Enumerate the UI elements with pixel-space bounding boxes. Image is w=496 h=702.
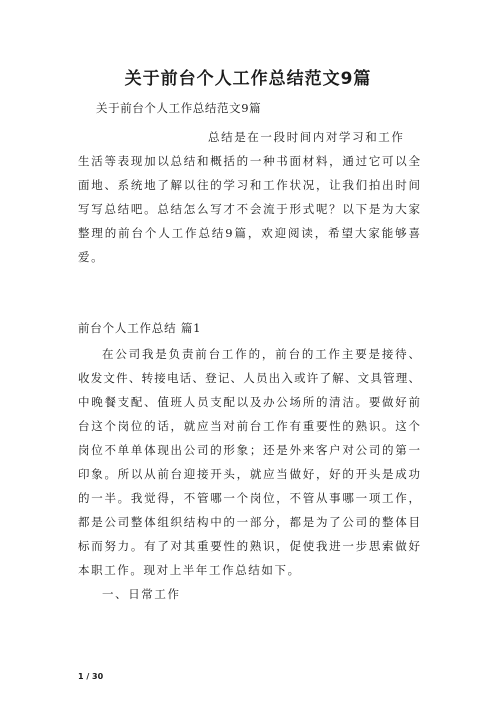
subtitle-line: 关于前台个人工作总结范文9篇 <box>96 101 262 115</box>
list-heading: 一、日常工作 <box>102 587 181 601</box>
intro-line: 总结是在一段时间内对学习和工作 <box>208 130 405 144</box>
body-line: 标而努力。有了对其重要性的熟识，促使我进一步思索做好 <box>78 539 420 553</box>
intro-line: 生活等表现加以总结和概括的一种书面材料，通过它可以全 <box>78 154 420 168</box>
body-line: 在公司我是负责前台工作的，前台的工作主要是接待、 <box>102 347 420 361</box>
section-heading: 前台个人工作总结 篇1 <box>78 321 202 335</box>
intro-line: 整理的前台个人工作总结9篇，欢迎阅读，希望大家能够喜 <box>78 226 420 240</box>
intro-line: 爱。 <box>78 250 105 264</box>
intro-line: 面地、系统地了解以往的学习和工作状况，让我们拍出时间 <box>78 178 420 192</box>
body-line: 印象。所以从前台迎接开头，就应当做好，好的开头是成功 <box>78 467 420 481</box>
intro-line: 写写总结吧。总结怎么写才不会流于形式呢？以下是为大家 <box>78 202 420 216</box>
document-title: 关于前台个人工作总结范文9篇 <box>124 69 372 89</box>
body-line: 都是公司整体组织结构中的一部分，都是为了公司的整体目 <box>78 515 420 529</box>
body-line: 台这个岗位的话，就应当对前台工作有重要性的熟识。这个 <box>78 419 420 433</box>
body-line: 中晚餐支配、值班人员支配以及办公场所的清洁。要做好前 <box>78 395 420 409</box>
body-line: 本职工作。现对上半年工作总结如下。 <box>78 563 301 577</box>
body-line: 收发文件、转接电话、登记、人员出入或许了解、文具管理、 <box>78 371 420 385</box>
page-indicator: 1 / 30 <box>78 672 104 681</box>
body-line: 岗位不单单体现出公司的形象；还是外来客户对公司的第一 <box>78 443 420 457</box>
body-line: 的一半。我觉得，不管哪一个岗位，不管从事哪一项工作， <box>78 491 420 505</box>
